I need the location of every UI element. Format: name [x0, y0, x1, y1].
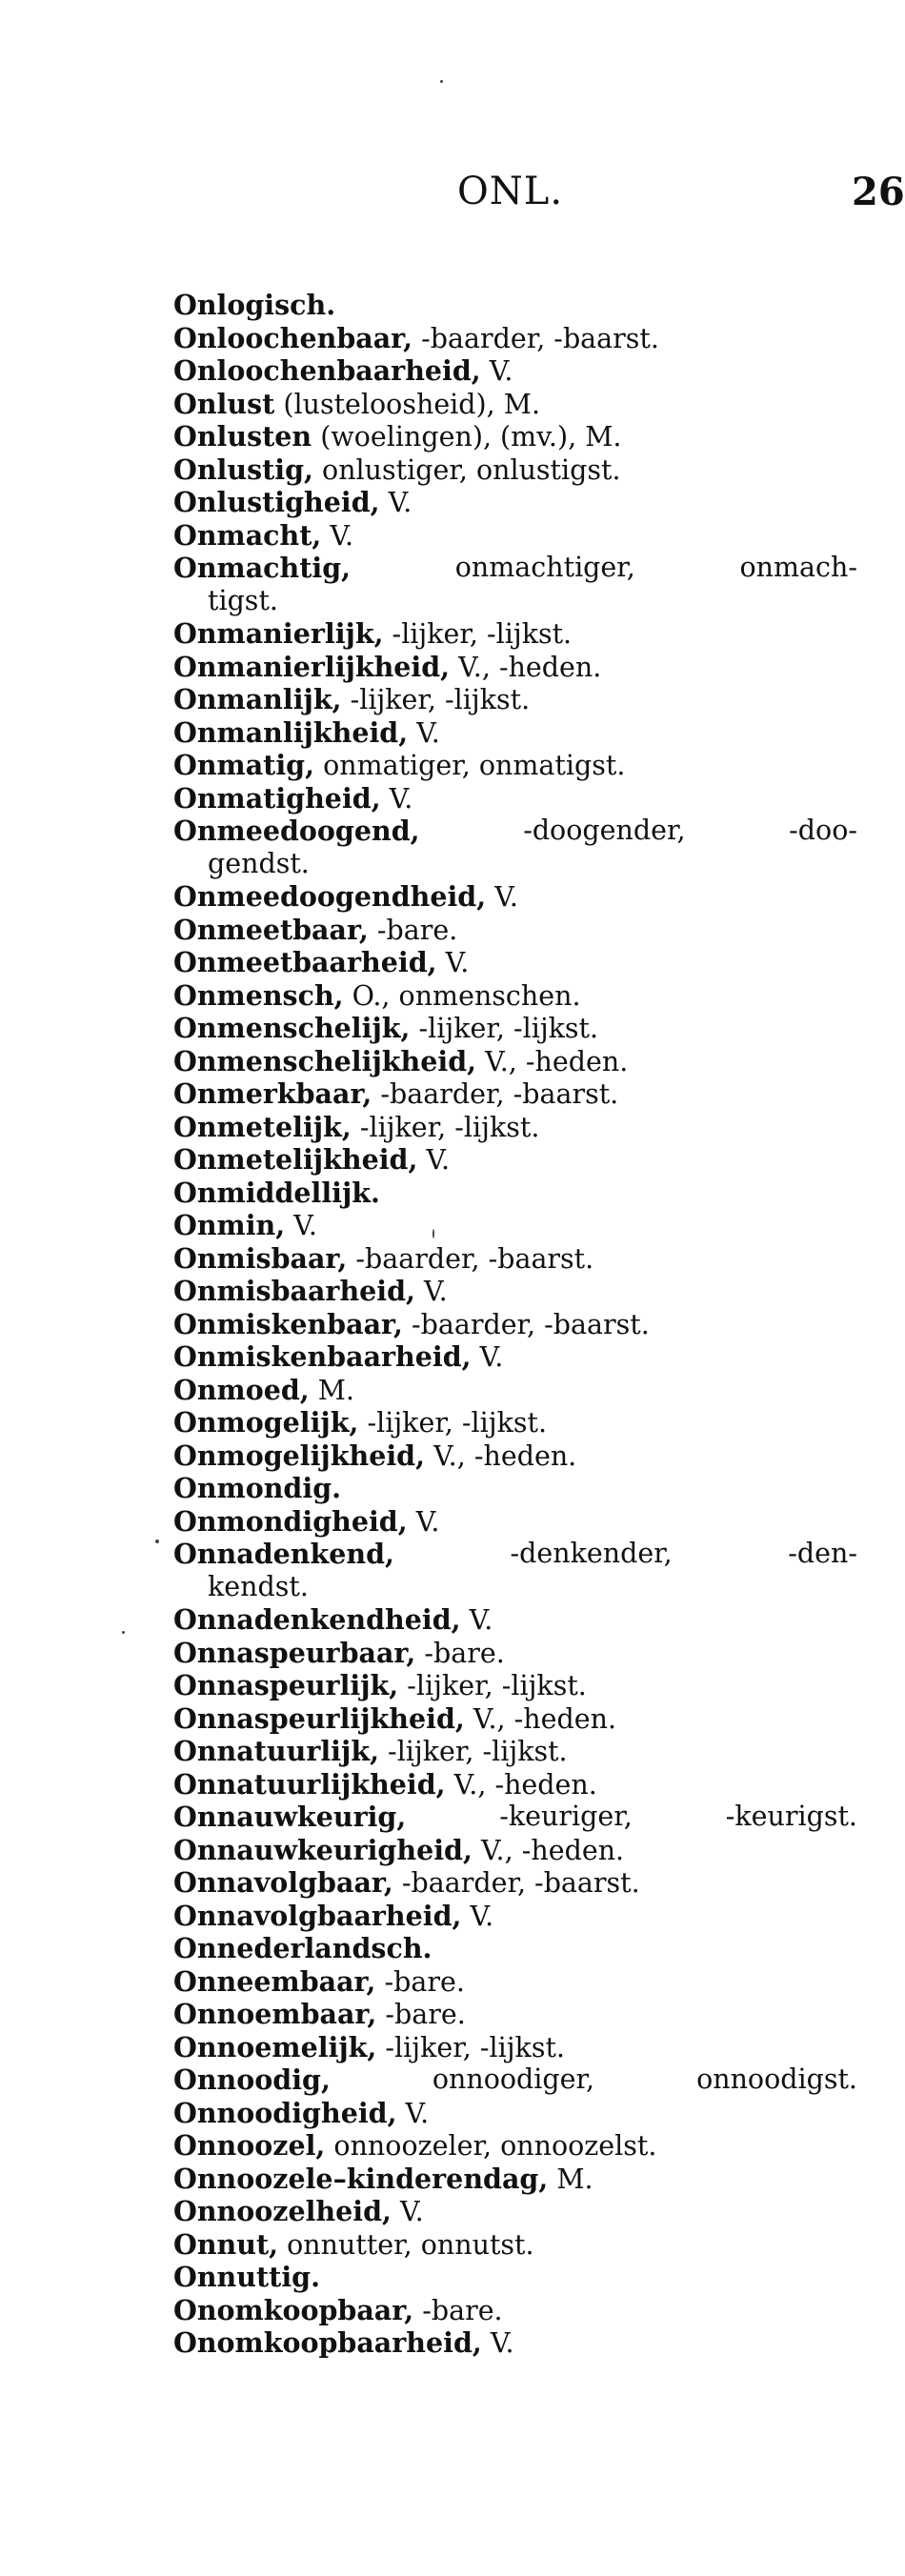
- entry-headword: Onnadenkend,: [173, 1538, 394, 1570]
- dictionary-entry: [173, 1374, 857, 1407]
- entry-form: onnoodigst.: [696, 2063, 857, 2095]
- dictionary-entry: [173, 1834, 857, 1867]
- entry-headword: Onnoemelijk,: [173, 2030, 377, 2063]
- dictionary-entry: [173, 1702, 857, 1736]
- dictionary-entry: [173, 2326, 857, 2360]
- entry-details: onlustiger, onlustigst.: [312, 453, 621, 486]
- entry-details: V.: [407, 1505, 440, 1538]
- entry-headword: Onnoembaar,: [173, 1998, 377, 2030]
- dictionary-entry: [173, 2195, 857, 2228]
- entry-details: -baarder, -baarst.: [347, 1242, 594, 1275]
- dictionary-entry-list: [173, 289, 857, 2360]
- dictionary-entry: [173, 1538, 857, 1571]
- entry-headword: Onnoozelheid,: [173, 2195, 392, 2227]
- dictionary-entry: [173, 1900, 857, 1933]
- entry-details: V.: [321, 519, 354, 552]
- entry-headword: Onnoozel,: [173, 2129, 326, 2162]
- entry-details: -lijker, -lijkst.: [398, 1670, 587, 1701]
- entry-headword: Onnaspeurlijk,: [173, 1669, 399, 1701]
- dictionary-entry: [173, 1505, 857, 1539]
- entry-form: onmachtiger,: [454, 552, 635, 583]
- entry-details: O., onmenschen.: [343, 979, 581, 1012]
- entry-headword: Onmatig,: [173, 749, 315, 781]
- entry-headword: Onnatuurlijkheid,: [173, 1767, 446, 1801]
- entry-headword: Onnauwkeurigheid,: [173, 1833, 473, 1866]
- page-header: [0, 170, 905, 227]
- dictionary-entry: [173, 1275, 857, 1308]
- print-speck: [122, 1631, 125, 1634]
- entry-continuation-text: tigst.: [208, 584, 278, 616]
- entry-details: (woelingen), (mv.), M.: [312, 421, 622, 453]
- entry-details: -baarder, -baarst.: [402, 1308, 650, 1340]
- entry-details: -bare.: [375, 1965, 465, 1998]
- dictionary-entry: [173, 1012, 857, 1045]
- entry-form: onmach-: [739, 552, 857, 583]
- entry-headword: Onmanlijk,: [173, 683, 342, 715]
- entry-details: V.: [380, 782, 413, 815]
- entry-details: V.: [396, 2097, 430, 2129]
- dictionary-entry: [173, 815, 857, 848]
- entry-headword: Onlustig,: [173, 453, 313, 486]
- entry-headword: Onnut,: [173, 2227, 279, 2261]
- page-number: 26: [852, 170, 905, 214]
- entry-headword: Onmeedoogend,: [173, 815, 420, 847]
- entry-headword: Onmin,: [173, 1209, 286, 1241]
- entry-details: V.: [414, 1276, 448, 1307]
- entry-headword: Onmanierlijk,: [173, 617, 384, 650]
- dictionary-entry: [173, 2261, 857, 2294]
- entry-headword: Onlust: [173, 387, 275, 420]
- entry-details: onnutter, onnutst.: [278, 2228, 534, 2261]
- entry-headword: Onmiddellijk.: [173, 1176, 380, 1209]
- dictionary-entry: [173, 2129, 857, 2163]
- entry-details: V.: [436, 947, 470, 978]
- entry-details: V.: [460, 1604, 493, 1636]
- entry-details: V.: [480, 355, 513, 387]
- entry-details: -baarder, -baarst.: [372, 1078, 619, 1110]
- entry-headword: Onnoodig,: [173, 2063, 331, 2096]
- entry-headword: Onmerkbaar,: [173, 1077, 372, 1110]
- dictionary-entry: [173, 322, 857, 355]
- entry-details: V.: [471, 1341, 504, 1373]
- dictionary-entry: [173, 1406, 857, 1439]
- entry-headword: Onnuttig.: [173, 2261, 320, 2293]
- dictionary-entry: [173, 1998, 857, 2031]
- entry-form: -keuriger,: [499, 1801, 633, 1832]
- entry-form: -keurigst.: [725, 1801, 857, 1832]
- entry-headword: Onmeetbaarheid,: [173, 946, 437, 978]
- entry-headword: Onmisbaarheid,: [173, 1275, 415, 1307]
- entry-details: -lijker, -lijkst.: [376, 2031, 565, 2063]
- dictionary-entry: [173, 1603, 857, 1637]
- entry-headword: Onloochenbaarheid,: [173, 354, 481, 387]
- entry-details: V.: [461, 1900, 494, 1932]
- print-speck: [155, 1540, 159, 1543]
- entry-details: V., -heden.: [425, 1439, 577, 1472]
- entry-headword: Onmatigheid,: [173, 781, 381, 815]
- entry-headword: Onnaspeurlijkheid,: [173, 1701, 465, 1735]
- entry-details: -baarder, -baarst.: [392, 1867, 640, 1899]
- entry-details: V.: [391, 2196, 424, 2227]
- entry-headword: Onnederlandsch.: [173, 1932, 432, 1964]
- dictionary-entry: [173, 1209, 857, 1242]
- entry-headword: Onomkoopbaar,: [173, 2293, 414, 2326]
- entry-details: V., -heden.: [450, 651, 602, 683]
- entry-details: M.: [309, 1374, 355, 1406]
- dictionary-entry: [173, 651, 857, 684]
- dictionary-entry: [173, 1866, 857, 1900]
- entry-headword: Onmeetbaar,: [173, 913, 369, 946]
- dictionary-entry: [173, 1242, 857, 1276]
- entry-details: -lijker, -lijkst.: [383, 618, 573, 650]
- dictionary-entry: [173, 749, 857, 782]
- entry-headword: Onnadenkendheid,: [173, 1603, 461, 1636]
- entry-headword: Onmisbaar,: [173, 1241, 348, 1275]
- dictionary-entry: [173, 1077, 857, 1111]
- entry-headword: Onnoozele–kinderendag,: [173, 2162, 549, 2195]
- dictionary-entry: [173, 1735, 857, 1768]
- entry-headword: Onmetelijk,: [173, 1110, 352, 1143]
- entry-details: onmatiger, onmatigst.: [314, 750, 626, 781]
- dictionary-entry: [173, 716, 857, 750]
- entry-form: -den-: [788, 1538, 857, 1569]
- dictionary-entry: [173, 1308, 857, 1341]
- entry-headword: Onmoed,: [173, 1373, 310, 1406]
- dictionary-entry: [173, 388, 857, 421]
- dictionary-entry: [173, 1669, 857, 1702]
- dictionary-entry: [173, 1768, 857, 1801]
- entry-details: V.: [417, 1144, 451, 1176]
- entry-headword: Onmogelijkheid,: [173, 1439, 426, 1472]
- dictionary-entry: [173, 2063, 857, 2097]
- entry-details: -bare.: [415, 1637, 505, 1669]
- entry-headword: Onmiskenbaarheid,: [173, 1340, 472, 1373]
- entry-details: -bare.: [413, 2294, 503, 2326]
- entry-details: -lijker, -lijkst.: [379, 1736, 568, 1767]
- entry-headword: Onmanlijkheid,: [173, 715, 409, 749]
- dictionary-entry: [173, 2294, 857, 2327]
- dictionary-entry: [173, 2031, 857, 2064]
- dictionary-entry: [173, 289, 857, 322]
- entry-headword: Onnatuurlijk,: [173, 1735, 379, 1767]
- entry-headword: Onmeedoogendheid,: [173, 880, 487, 913]
- dictionary-entry: [173, 1637, 857, 1670]
- entry-details: V.: [379, 487, 412, 518]
- dictionary-entry: [173, 552, 857, 585]
- entry-headword: Onnavolgbaarheid,: [173, 1899, 462, 1932]
- dictionary-entry: [173, 486, 857, 519]
- entry-headword: Onmetelijkheid,: [173, 1143, 418, 1176]
- dictionary-entry: [173, 683, 857, 716]
- dictionary-entry: [173, 2097, 857, 2130]
- entry-details: V.: [285, 1210, 317, 1241]
- entry-headword: Onnaspeurbaar,: [173, 1636, 416, 1669]
- entry-details: onnoozeler, onnoozelst.: [325, 2130, 657, 2162]
- entry-details: -bare.: [376, 1999, 466, 2030]
- entry-headword: Onlogisch.: [173, 289, 336, 321]
- dictionary-entry: [173, 979, 857, 1013]
- entry-headword: Onnoodigheid,: [173, 2096, 397, 2129]
- dictionary-entry: [173, 782, 857, 815]
- dictionary-entry: [173, 453, 857, 487]
- entry-details: V.: [486, 881, 518, 913]
- dictionary-entry: [173, 1472, 857, 1505]
- print-speck: [432, 1229, 434, 1238]
- entry-details: V.: [481, 2327, 514, 2359]
- entry-form: -denkender,: [510, 1538, 673, 1569]
- entry-details: V., -heden.: [464, 1702, 617, 1735]
- entry-continuation: [173, 848, 857, 881]
- entry-headword: Onnauwkeurig,: [173, 1801, 407, 1833]
- entry-continuation-text: gendst.: [208, 847, 310, 879]
- dictionary-entry: [173, 1045, 857, 1078]
- dictionary-entry: [173, 1111, 857, 1144]
- entry-details: (lusteloosheid), M.: [274, 388, 541, 420]
- entry-headword: Onloochenbaar,: [173, 321, 413, 354]
- entry-details: -lijker, -lijkst.: [358, 1407, 548, 1439]
- entry-details: -baarder, -baarst.: [412, 322, 659, 354]
- entry-headword: Onmondigheid,: [173, 1504, 408, 1538]
- dictionary-entry: [173, 914, 857, 947]
- dictionary-entry: [173, 420, 857, 453]
- entry-form: onnoodiger,: [432, 2063, 595, 2095]
- entry-headword: Onmacht,: [173, 518, 322, 552]
- entry-headword: Onomkoopbaarheid,: [173, 2326, 482, 2359]
- dictionary-entry: [173, 946, 857, 979]
- entry-headword: Onnavolgbaar,: [173, 1866, 393, 1899]
- entry-details: M.: [548, 2163, 593, 2195]
- print-speck: [440, 80, 443, 83]
- dictionary-entry: [173, 2228, 857, 2262]
- entry-continuation-text: kendst.: [208, 1570, 309, 1602]
- entry-details: -lijker, -lijkst.: [341, 684, 531, 715]
- entry-headword: Onlustigheid,: [173, 486, 380, 518]
- dictionary-entry: [173, 1439, 857, 1473]
- dictionary-entry: [173, 1801, 857, 1834]
- dictionary-entry: [173, 1965, 857, 1999]
- entry-details: -lijker, -lijkst.: [410, 1013, 599, 1044]
- entry-details: V., -heden.: [445, 1768, 597, 1801]
- entry-headword: Onmanierlijkheid,: [173, 650, 451, 683]
- entry-form: -doogender,: [523, 815, 686, 846]
- entry-headword: Onmondig.: [173, 1472, 342, 1504]
- dictionary-entry: [173, 354, 857, 388]
- dictionary-entry: [173, 1340, 857, 1374]
- entry-continuation: [173, 585, 857, 618]
- entry-details: -bare.: [368, 914, 458, 946]
- running-head: ONL.: [457, 170, 564, 213]
- dictionary-entry: [173, 519, 857, 553]
- entry-headword: Onmenschelijkheid,: [173, 1044, 477, 1077]
- entry-details: -lijker, -lijkst.: [351, 1111, 540, 1143]
- entry-headword: Onmensch,: [173, 978, 344, 1012]
- entry-headword: Onmogelijk,: [173, 1406, 359, 1439]
- dictionary-entry: [173, 880, 857, 914]
- entry-continuation: [173, 1571, 857, 1604]
- entry-headword: Onmiskenbaar,: [173, 1307, 403, 1340]
- entry-headword: Onmachtig,: [173, 552, 352, 584]
- entry-details: V., -heden.: [472, 1834, 625, 1866]
- entry-form: -doo-: [789, 815, 857, 846]
- entry-headword: Onlusten: [173, 420, 312, 453]
- entry-headword: Onmenschelijk,: [173, 1012, 411, 1044]
- dictionary-entry: [173, 1177, 857, 1210]
- entry-headword: Onneembaar,: [173, 1964, 376, 1998]
- dictionary-entry: [173, 617, 857, 651]
- dictionary-entry: [173, 1932, 857, 1965]
- dictionary-entry: [173, 2163, 857, 2196]
- entry-details: V.: [408, 716, 440, 749]
- dictionary-entry: [173, 1143, 857, 1177]
- entry-details: V., -heden.: [476, 1045, 629, 1077]
